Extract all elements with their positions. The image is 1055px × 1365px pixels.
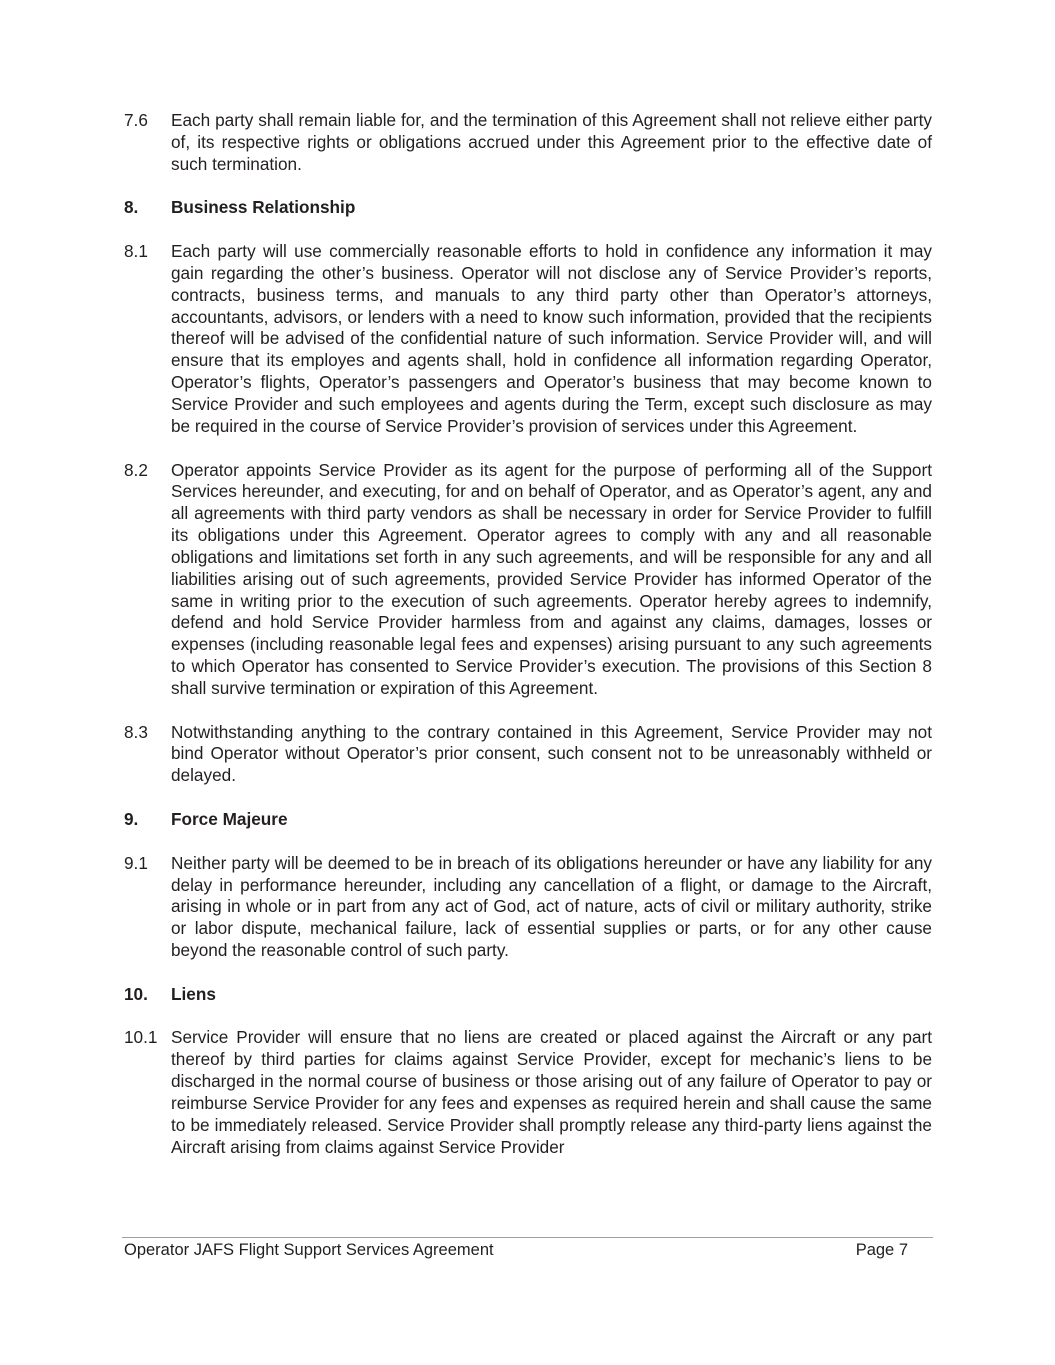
clause-paragraph [124, 853, 932, 962]
heading-text: Liens [171, 983, 216, 1004]
section-heading [124, 809, 932, 831]
clause-text: Notwithstanding anything to the contrary contained in this Agreement, Service Provider may not bind Operator without Operator’s prior consent, such consent not to be unreasonably withheld or delayed. [171, 721, 932, 786]
footer-title: Operator JAFS Flight Support Services Agreement [124, 1241, 494, 1259]
clause-text: Each party will use commercially reasonable efforts to hold in confidence any information it may gain regarding the other’s business. Operator will not disclose any of Service Provider’s reports, contracts, business terms, and manuals to any third party other than Operator’s attorneys, accountants, advisors, or lenders with a need to know such information, provided that the recipients thereof will be advised of the confidential nature of such information. Service Provider will, and will ensure that its employes and agents shall, hold in confidence all information regarding Operator, Operator’s flights, Operator’s passengers and Operator’s business that may become known to Service Provider and such employees and agents during the Term, except such disclosure as may be required in the course of Service Provider’s provision of services under this Agreement. [171, 241, 932, 436]
clause-number: 8. [124, 197, 139, 218]
clause-paragraph [124, 241, 932, 438]
clause-number: 9. [124, 809, 139, 829]
clause-text: Each party shall remain liable for, and the termination of this Agreement shall not relieve either party of, its respective rights or obligations accrued under this Agreement prior to the effective date of such termination. [171, 110, 932, 174]
section-heading [124, 197, 932, 219]
clause-text: Operator appoints Service Provider as its agent for the purpose of performing all of the Support Services hereunder, and executing, for and on behalf of Operator, and as Operator’s agent, any and all agreements with third party vendors as shall be necessary in order for Service Provider to fulfill its obligations under this Agreement. Operator agrees to comply with any and all reasonable obligations and limitations set forth in any such agreements, and will be responsible for any and all liabilities arising out of such agreements, provided Service Provider has informed Operator of the same in writing prior to the execution of such agreements. Operator hereby agrees to indemnify, defend and hold Service Provider harmless from and against any claims, damages, losses or expenses (including reasonable legal fees and expenses) arising pursuant to any such agreements to which Operator has consented to Service Provider’s execution. The provisions of this Section 8 shall survive termination or expiration of this Agreement. [171, 459, 932, 698]
clause-text: Neither party will be deemed to be in breach of its obligations hereunder or have any liability for any delay in performance hereunder, including any cancellation of a flight, or damage to the Aircraft, arising in whole or in part from any act of God, act of nature, acts of civil or military authority, strike or labor dispute, mechanical failure, lack of essential supplies or parts, or for any other cause beyond the reasonable control of such party. [171, 852, 932, 961]
clause-number: 10.1 [124, 1027, 158, 1048]
clause-number: 8.2 [124, 459, 148, 480]
page-number: Page 7 [855, 1241, 908, 1259]
clause-number: 8.1 [124, 241, 148, 262]
heading-text: Force Majeure [171, 809, 288, 829]
clause-text: Service Provider will ensure that no liens are created or placed against the Aircraft or any part thereof by third parties for claims against Service Provider, except for mechanic’s liens to be discharged in the normal course of business or those arising out of any failure of Operator to pay or reimburse Service Provider for any fees and expenses as required herein and shall cause the same to be immediately released. Service Provider shall promptly release any third-party liens against the Aircraft arising from claims against Service Provider [171, 1027, 932, 1157]
clause-number: 7.6 [124, 110, 148, 130]
heading-text: Business Relationship [171, 197, 356, 218]
clause-number: 9.1 [124, 852, 148, 873]
clause-paragraph [124, 1027, 932, 1158]
page-footer [124, 1240, 908, 1260]
document-body [124, 110, 932, 1180]
footer-divider [122, 1237, 933, 1238]
clause-paragraph [124, 460, 932, 700]
clause-paragraph [124, 110, 932, 176]
clause-number: 10. [124, 983, 148, 1004]
section-heading [124, 984, 932, 1006]
clause-paragraph [124, 722, 932, 788]
clause-number: 8.3 [124, 721, 148, 742]
